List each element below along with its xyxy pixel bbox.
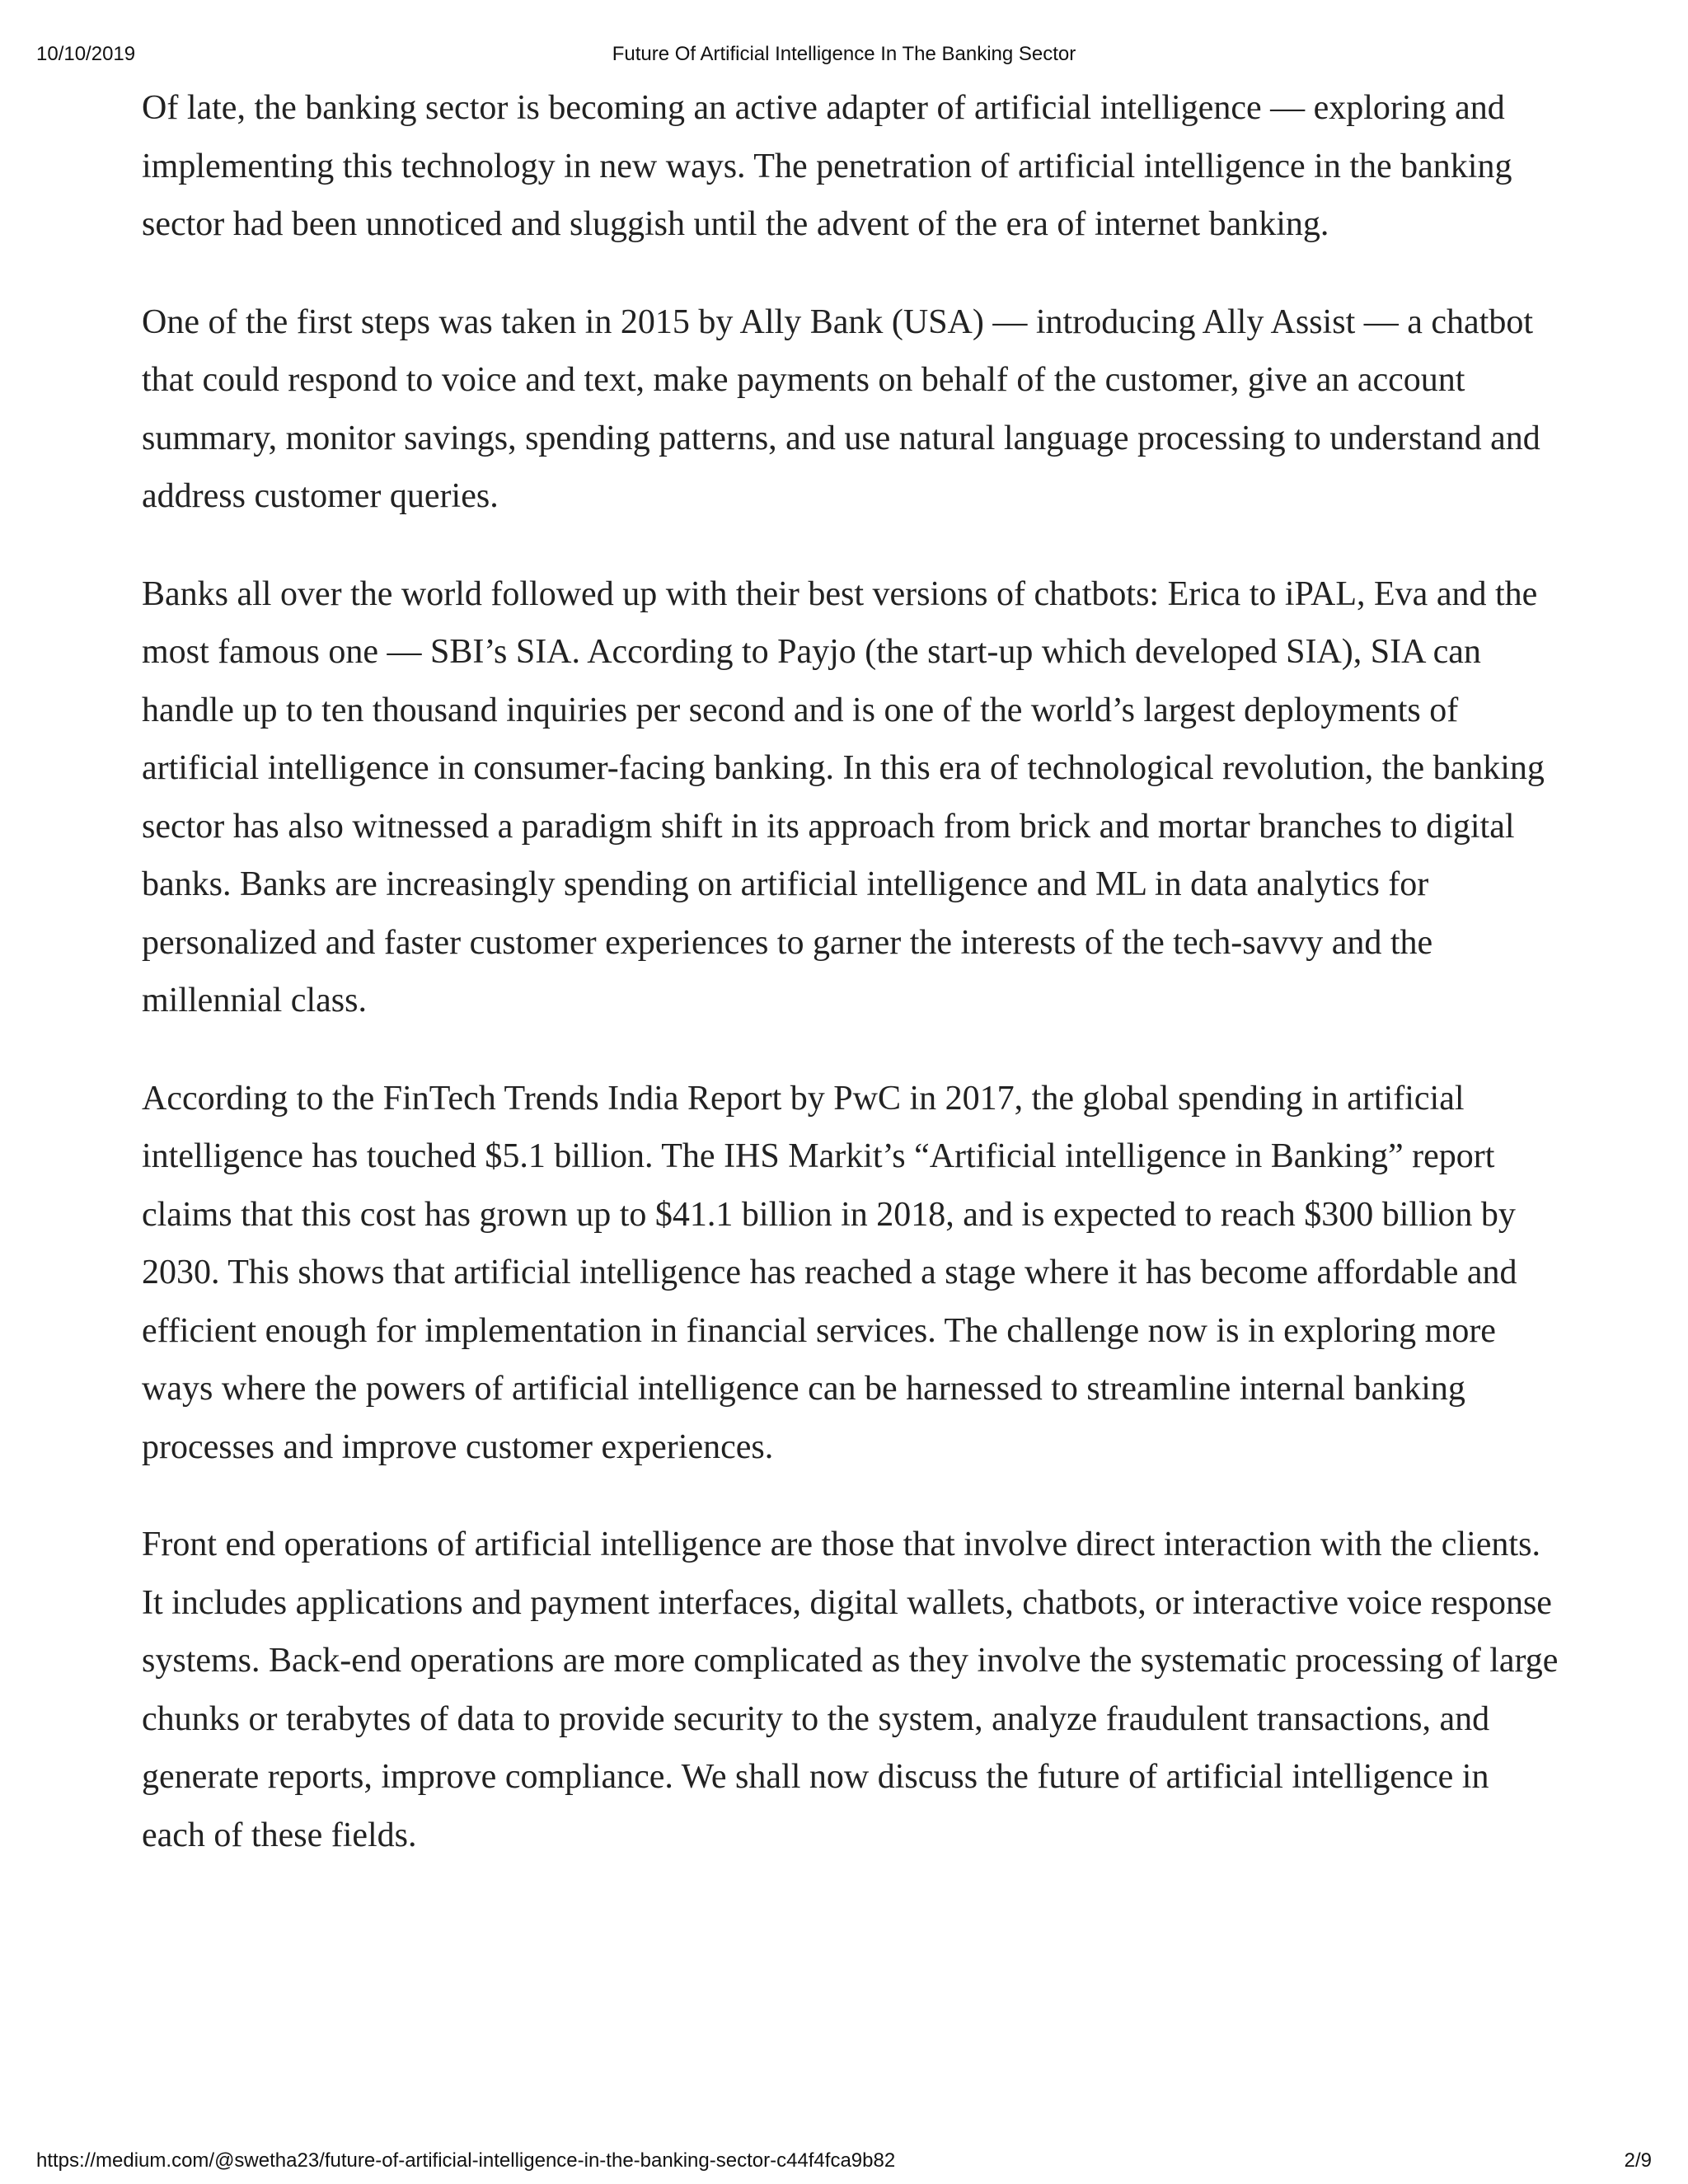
print-header bbox=[0, 38, 1688, 71]
print-footer bbox=[0, 2144, 1688, 2177]
print-url: https://medium.com/@swetha23/future-of-artificial-intelligence-in-the-banking-sector-c44f4fca9b82 bbox=[36, 2149, 896, 2172]
article-paragraph-1: Of late, the banking sector is becoming an active adapter of artificial intelligence — exploring and implementing this technology in new ways. The penetration of artificial intelligence in the banking sector had been unnoticed and sluggish until the advent of the era of internet banking. bbox=[142, 89, 1512, 243]
article-paragraph-4: According to the FinTech Trends India Report by PwC in 2017, the global spending in artificial intelligence has touched $5.1 billion. The IHS Markit’s “Artificial intelligence in Banking” report claims that this cost has grown up to $41.1 billion in 2018, and is expected to reach $300 billion by 2030. This shows that artificial intelligence has reached a stage where it has become affordable and efficient enough for implementation in financial services. The challenge now is in exploring more ways where the powers of artificial intelligence can be harnessed to streamline internal banking processes and improve customer experiences. bbox=[142, 1079, 1517, 1466]
print-date: 10/10/2019 bbox=[36, 43, 136, 65]
article-paragraph-3: Banks all over the world followed up with their best versions of chatbots: Erica to iPAL, Eva and the most famous one — SBI’s SIA. According to Payjo (the start-up which developed SIA), SIA can handle up to ten thousand inquiries per second and is one of the world’s largest deployments of artificial intelligence in consumer-facing banking. In this era of technological revolution, the banking sector has also witnessed a paradigm shift in its approach from brick and mortar branches to digital banks. Banks are increasingly spending on artificial intelligence and ML in data analytics for personalized and faster customer experiences to garner the interests of the tech-savvy and the millennial class. bbox=[142, 574, 1545, 1019]
print-page-number: 2/9 bbox=[1624, 2149, 1652, 2172]
article-body bbox=[142, 79, 1559, 1904]
article-paragraph-2: One of the first steps was taken in 2015 by Ally Bank (USA) — introducing Ally Assist — a chatbot that could respond to voice and text, make payments on behalf of the customer, give an account summary, monitor savings, spending patterns, and use natural language processing to understand and address customer queries. bbox=[142, 302, 1540, 515]
article-paragraph-5: Front end operations of artificial intelligence are those that involve direct interaction with the clients. It includes applications and payment interfaces, digital wallets, chatbots, or interactive voice response systems. Back-end operations are more complicated as they involve the systematic processing of large chunks or terabytes of data to provide security to the system, analyze fraudulent transactions, and generate reports, improve compliance. We shall now discuss the future of artificial intelligence in each of these fields. bbox=[142, 1526, 1559, 1854]
print-page-title: Future Of Artificial Intelligence In The Banking Sector bbox=[612, 43, 1076, 65]
